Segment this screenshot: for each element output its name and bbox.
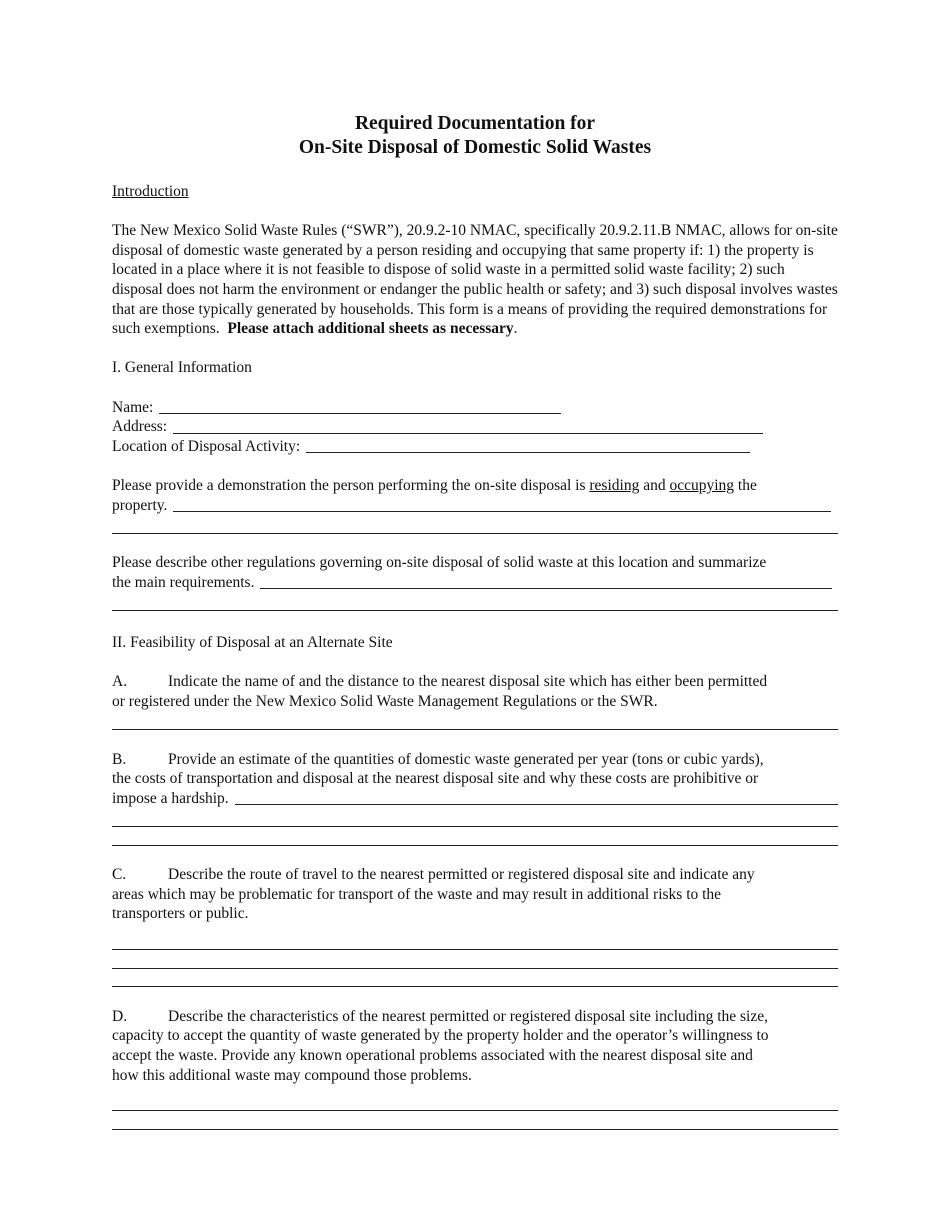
question-d-answer-line-2[interactable]: [112, 1111, 838, 1130]
question-c-answer-line-1[interactable]: [112, 924, 838, 950]
regulations-answer-field[interactable]: [260, 574, 832, 589]
residing-answer-field[interactable]: [173, 497, 831, 512]
hardship-label: impose a hardship.: [112, 789, 229, 807]
title-line-1: Required Documentation for: [354, 113, 596, 134]
regulations-label: the main requirements.: [112, 573, 255, 591]
question-c-answer-line-2[interactable]: [112, 950, 838, 969]
name-label: Name:: [112, 398, 154, 416]
name-row: [112, 398, 838, 418]
question-b-answer-field[interactable]: [235, 790, 838, 805]
question-c-line-2: areas which may be problematic for transport of the waste and may result in additional risks to the: [112, 885, 722, 903]
address-field[interactable]: [173, 419, 763, 434]
question-b-answer-line-1[interactable]: [112, 808, 838, 827]
question-d-answer-line-1[interactable]: [112, 1085, 838, 1111]
residing-answer-line[interactable]: [112, 515, 838, 534]
regulations-row: [112, 573, 838, 593]
question-d: D. Describe the characteristics of the nearest permitted or registered disposal site including the size,: [112, 1007, 768, 1025]
document-page: [112, 112, 838, 1130]
location-label: Location of Disposal Activity:: [112, 437, 301, 455]
name-field[interactable]: [159, 399, 561, 414]
regulations-question: Please describe other regulations governing on-site disposal of solid waste at this location and summarize: [112, 554, 767, 572]
property-label: property.: [112, 496, 168, 514]
question-c-answer-line-3[interactable]: [112, 969, 838, 988]
question-c-line-3: transporters or public.: [112, 905, 249, 923]
question-d-line-2: capacity to accept the quantity of waste generated by the property holder and the operator’s willingness to: [112, 1027, 769, 1045]
property-row: [112, 496, 838, 516]
residing-question: Please provide a demonstration the person performing the on-site disposal is residing and occupying the: [112, 476, 757, 494]
hardship-row: [112, 789, 838, 809]
address-row: [112, 417, 838, 437]
question-d-line-3: accept the waste. Provide any known operational problems associated with the nearest disposal site and: [112, 1046, 753, 1064]
question-b-line-2: the costs of transportation and disposal at the nearest disposal site and why these costs are prohibitive or: [112, 770, 759, 788]
question-a: A. Indicate the name of and the distance to the nearest disposal site which has either been permitted: [112, 673, 768, 691]
location-field[interactable]: [306, 438, 750, 453]
question-c: C. Describe the route of travel to the nearest permitted or registered disposal site and indicate any: [112, 866, 755, 884]
title-line-2: On-Site Disposal of Domestic Solid Wastes: [298, 137, 652, 158]
question-b-answer-line-2[interactable]: [112, 827, 838, 846]
section-2-heading: II. Feasibility of Disposal at an Alternate Site: [112, 634, 393, 652]
address-label: Address:: [112, 418, 168, 436]
question-a-line-2: or registered under the New Mexico Solid Waste Management Regulations or the SWR.: [112, 692, 658, 710]
question-d-line-4: how this additional waste may compound those problems.: [112, 1066, 472, 1084]
section-1-heading: I. General Information: [112, 359, 252, 377]
regulations-answer-line[interactable]: [112, 592, 838, 611]
location-row: [112, 437, 838, 457]
question-a-answer-line[interactable]: [112, 711, 838, 730]
introduction-heading: Introduction: [112, 183, 189, 200]
attach-note: Please attach additional sheets as necessary: [227, 320, 514, 338]
question-b: B. Provide an estimate of the quantities of domestic waste generated per year (tons or cubic yards),: [112, 750, 764, 768]
introduction-body: The New Mexico Solid Waste Rules (“SWR”), 20.9.2-10 NMAC, specifically 20.9.2.11.B NMAC, allows for on-site disposal of domestic waste generated by a person residing and occupying that same property if: 1) the property is located in a place where it is not feasible to dispose of solid waste in a permitted solid waste facility; 2) such disposal does not harm the environment or endanger the public health or safety; and 3) such disposal involves wastes that are those typically generated by households. This form is a means of providing the required demonstrations for such exemptions. Please attach additional sheets as necessary.: [112, 222, 838, 338]
page-title: [112, 112, 838, 160]
